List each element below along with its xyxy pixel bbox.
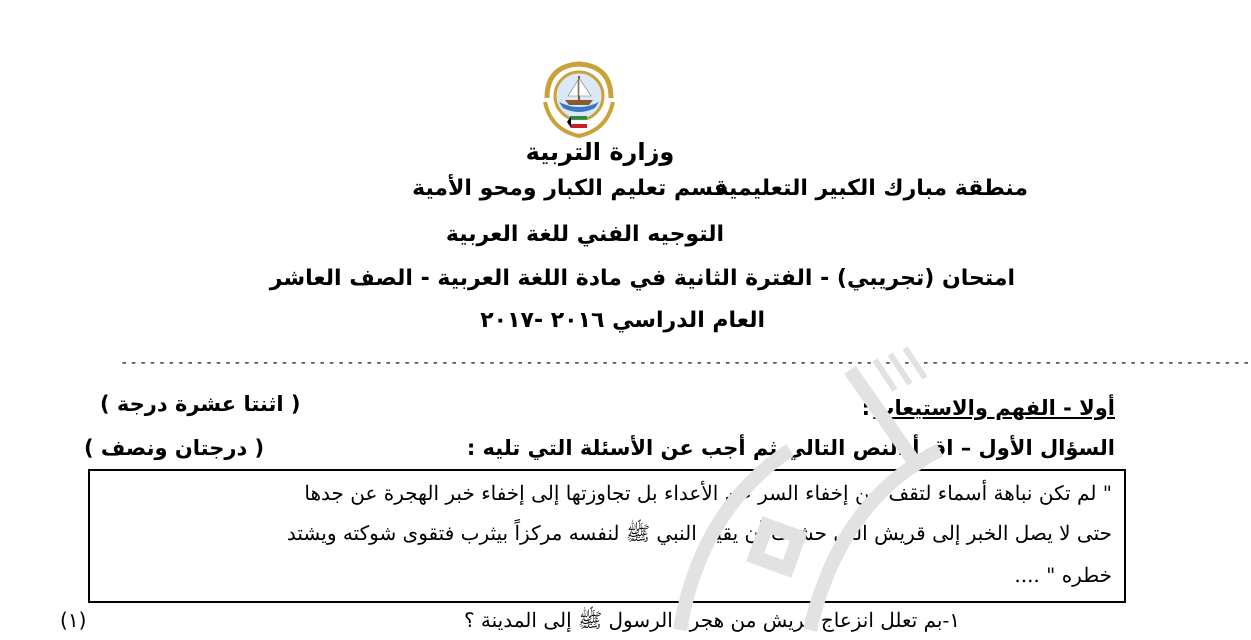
passage-line: خطره " .... [1014,563,1112,587]
section-grade: ( اثنتا عشرة درجة ) [100,392,301,416]
sub-question: ١-بم تعلل انزعاج قريش من هجرة الرسول ﷺ إلى المدينة ؟ [463,608,960,632]
question-title: السؤال الأول – اقرأ النص التالي ثم أجب عن الأسئلة التي تليه : [466,436,1115,460]
guidance-title: التوجيه الفني للغة العربية [445,222,724,247]
dashed-divider: ------------------------------------------------------------------------------------------------------------------------ [120,355,1251,371]
department-name: قسم تعليم الكبار ومحو الأمية [412,176,728,201]
exam-title: امتحان (تجريبي) - الفترة الثانية في مادة اللغة العربية - الصف العاشر [269,266,1015,291]
passage-line: حتى لا يصل الخبر إلى قريش التي حشيت أن يقيم النبي ﷺ لنفسه مركزاً بيثرب فتقوى شوكته ويشتد [286,521,1112,545]
section-title: أولا - الفهم والاستيعاب [873,396,1115,420]
question-grade: ( درجتان ونصف ) [84,436,265,460]
passage-box [88,469,1126,603]
region-name: منطقة مبارك الكبير التعليمية [715,176,1028,201]
watermark-logo-icon [640,330,970,640]
ministry-title: وزارة التربية [525,138,675,166]
passage-line: " لم تكن نباهة أسماء لتقف عن إخفاء السر عن الأعداء بل تجاوزتها إلى إخفاء خبر الهجرة عن جدها [304,481,1112,505]
academic-year: العام الدراسي ٢٠١٦ -٢٠١٧ [480,308,765,333]
kuwait-emblem-icon [541,58,617,140]
sub-question-mark: (١) [60,608,87,632]
section-colon: : [861,396,870,420]
